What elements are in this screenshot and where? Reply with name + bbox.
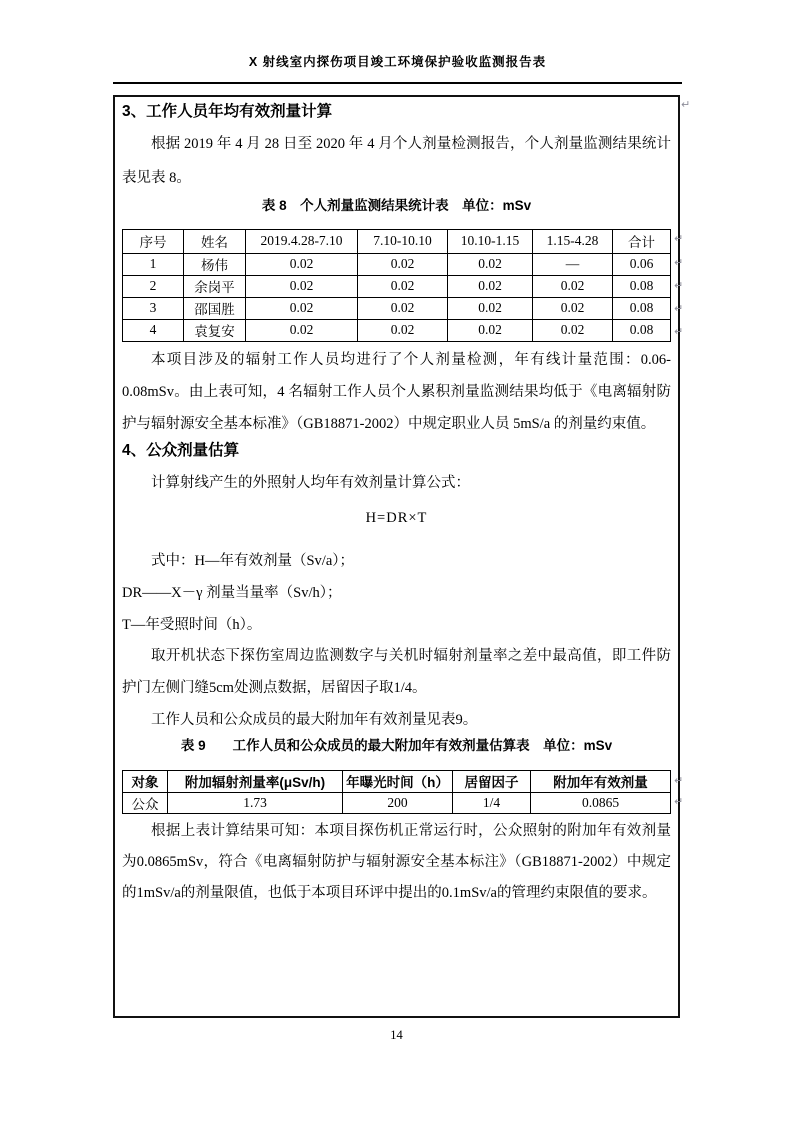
table-cell: 200: [343, 792, 453, 813]
header-rule: [113, 82, 682, 84]
formula: H=DR×T: [365, 509, 428, 526]
dose-definition-t: T—年受照时间（h）。: [122, 617, 262, 633]
paragraph-mark-icon: ↵: [674, 255, 684, 269]
table-cell: 0.02: [448, 319, 533, 341]
table-cell: 0.02: [533, 275, 613, 297]
table-8-wrapper: [122, 229, 684, 342]
section-4-heading: 4、公众剂量估算: [122, 441, 240, 459]
table-row: [123, 275, 671, 297]
table-cell: 0.08: [613, 319, 671, 341]
table-cell: 2: [123, 275, 184, 297]
table-9-header-row: [123, 770, 671, 792]
column-header: 10.10-1.15: [448, 229, 533, 253]
table-cell: 余岗平: [184, 275, 246, 297]
column-header: 姓名: [184, 229, 246, 253]
column-header: 年曝光时间（h）: [343, 770, 453, 792]
table-cell: 袁复安: [184, 319, 246, 341]
column-header: 2019.4.28-7.10: [246, 229, 358, 253]
dose-definition-dr: DR——X－γ 剂量当量率（Sv/h）；: [122, 585, 342, 601]
section-3-summary: 本项目涉及的辐射工作人员均进行了个人剂量检测，年有线计量范围：0.06-0.08mSv。由上表可知，4 名辐射工作人员个人累积剂量监测结果均低于《电离辐射防护与辐射源安全基本标准》（GB18871-2002）中规定职业人员 5mS/a 的剂量约束值。: [122, 351, 671, 432]
table-8: [122, 229, 671, 342]
table-cell: 1: [123, 253, 184, 275]
page-title: X 射线室内探伤项目竣工环境保护验收监测报告表: [248, 55, 547, 69]
paragraph-mark-icon: ↵: [681, 98, 691, 111]
column-header: 附加年有效剂量: [531, 770, 671, 792]
table-cell: 0.02: [358, 253, 448, 275]
table-cell: 0.08: [613, 297, 671, 319]
table-cell: 0.02: [358, 275, 448, 297]
table-9: [122, 770, 671, 814]
formula-intro: 计算射线产生的外照射人均年有效剂量计算公式：: [151, 474, 470, 491]
table-8-header-row: [123, 229, 671, 253]
table-cell: 0.08: [613, 275, 671, 297]
paragraph-mark-icon: ↵: [674, 231, 684, 245]
table-cell: 0.02: [448, 297, 533, 319]
conclusion-paragraph: 根据上表计算结果可知：本项目探伤机正常运行时，公众照射的附加年有效剂量为0.0865mSv，符合《电离辐射防护与辐射源安全基本标注》（GB18871-2002）中规定的1mSv/a的剂量限值，也低于本项目环评中提出的0.1mSv/a的管理约束限值的要求。: [122, 822, 671, 901]
section-3-heading: 3、工作人员年均有效剂量计算: [122, 103, 333, 120]
table-cell: 0.02: [246, 319, 358, 341]
paragraph-mark-icon: ↵: [674, 301, 684, 315]
table-cell: 0.02: [246, 297, 358, 319]
table-cell: 1/4: [453, 792, 531, 813]
table-cell: 0.02: [358, 319, 448, 341]
table-8-caption: 表 8 个人剂量监测结果统计表 单位：mSv: [261, 198, 532, 213]
table-9-caption: 表 9 工作人员和公众成员的最大附加年有效剂量估算表 单位：mSv: [180, 738, 613, 753]
table-cell: 0.02: [246, 275, 358, 297]
table-cell: 0.0865: [531, 792, 671, 813]
dose-definition-h: 式中：H—年有效剂量（Sv/a）；: [151, 553, 354, 569]
table-cell: 3: [123, 297, 184, 319]
table-cell: 0.02: [246, 253, 358, 275]
table-row: [123, 253, 671, 275]
table-row: [123, 319, 671, 341]
column-header: 居留因子: [453, 770, 531, 792]
table-row: [123, 792, 671, 813]
method-paragraph: 取开机状态下探伤室周边监测数字与关机时辐射剂量率之差中最高值，即工件防护门左侧门缝5cm处测点数据，居留因子取1/4。: [122, 648, 671, 696]
table-cell: 0.02: [448, 275, 533, 297]
table-cell: 0.02: [448, 253, 533, 275]
table-cell: 0.02: [358, 297, 448, 319]
column-header: 1.15-4.28: [533, 229, 613, 253]
table-cell: 1.73: [168, 792, 343, 813]
table-cell: 0.02: [533, 297, 613, 319]
table-9-intro: 工作人员和公众成员的最大附加年有效剂量见表9。: [151, 712, 478, 728]
table-cell: 杨伟: [184, 253, 246, 275]
page-number: 14: [390, 1028, 403, 1042]
table-row: [123, 297, 671, 319]
table-cell: 公众: [123, 792, 168, 813]
column-header: 对象: [123, 770, 168, 792]
column-header: 7.10-10.10: [358, 229, 448, 253]
column-header: 序号: [123, 229, 184, 253]
table-cell: 4: [123, 319, 184, 341]
column-header: 附加辐射剂量率(μSv/h): [168, 770, 343, 792]
paragraph-mark-icon: ↵: [674, 324, 684, 338]
paragraph-mark-icon: ↵: [674, 794, 684, 808]
paragraph-mark-icon: ↵: [674, 278, 684, 292]
column-header: 合计: [613, 229, 671, 253]
table-cell: 0.06: [613, 253, 671, 275]
table-cell: 0.02: [533, 319, 613, 341]
table-cell: —: [533, 253, 613, 275]
table-cell: 邵国胜: [184, 297, 246, 319]
paragraph-mark-icon: ↵: [674, 773, 684, 787]
table-9-wrapper: [122, 770, 684, 814]
content-frame: [113, 95, 684, 1018]
section-3-intro: 根据 2019 年 4 月 28 日至 2020 年 4 月个人剂量检测报告，个人剂量监测结果统计表见表 8。: [122, 136, 671, 186]
